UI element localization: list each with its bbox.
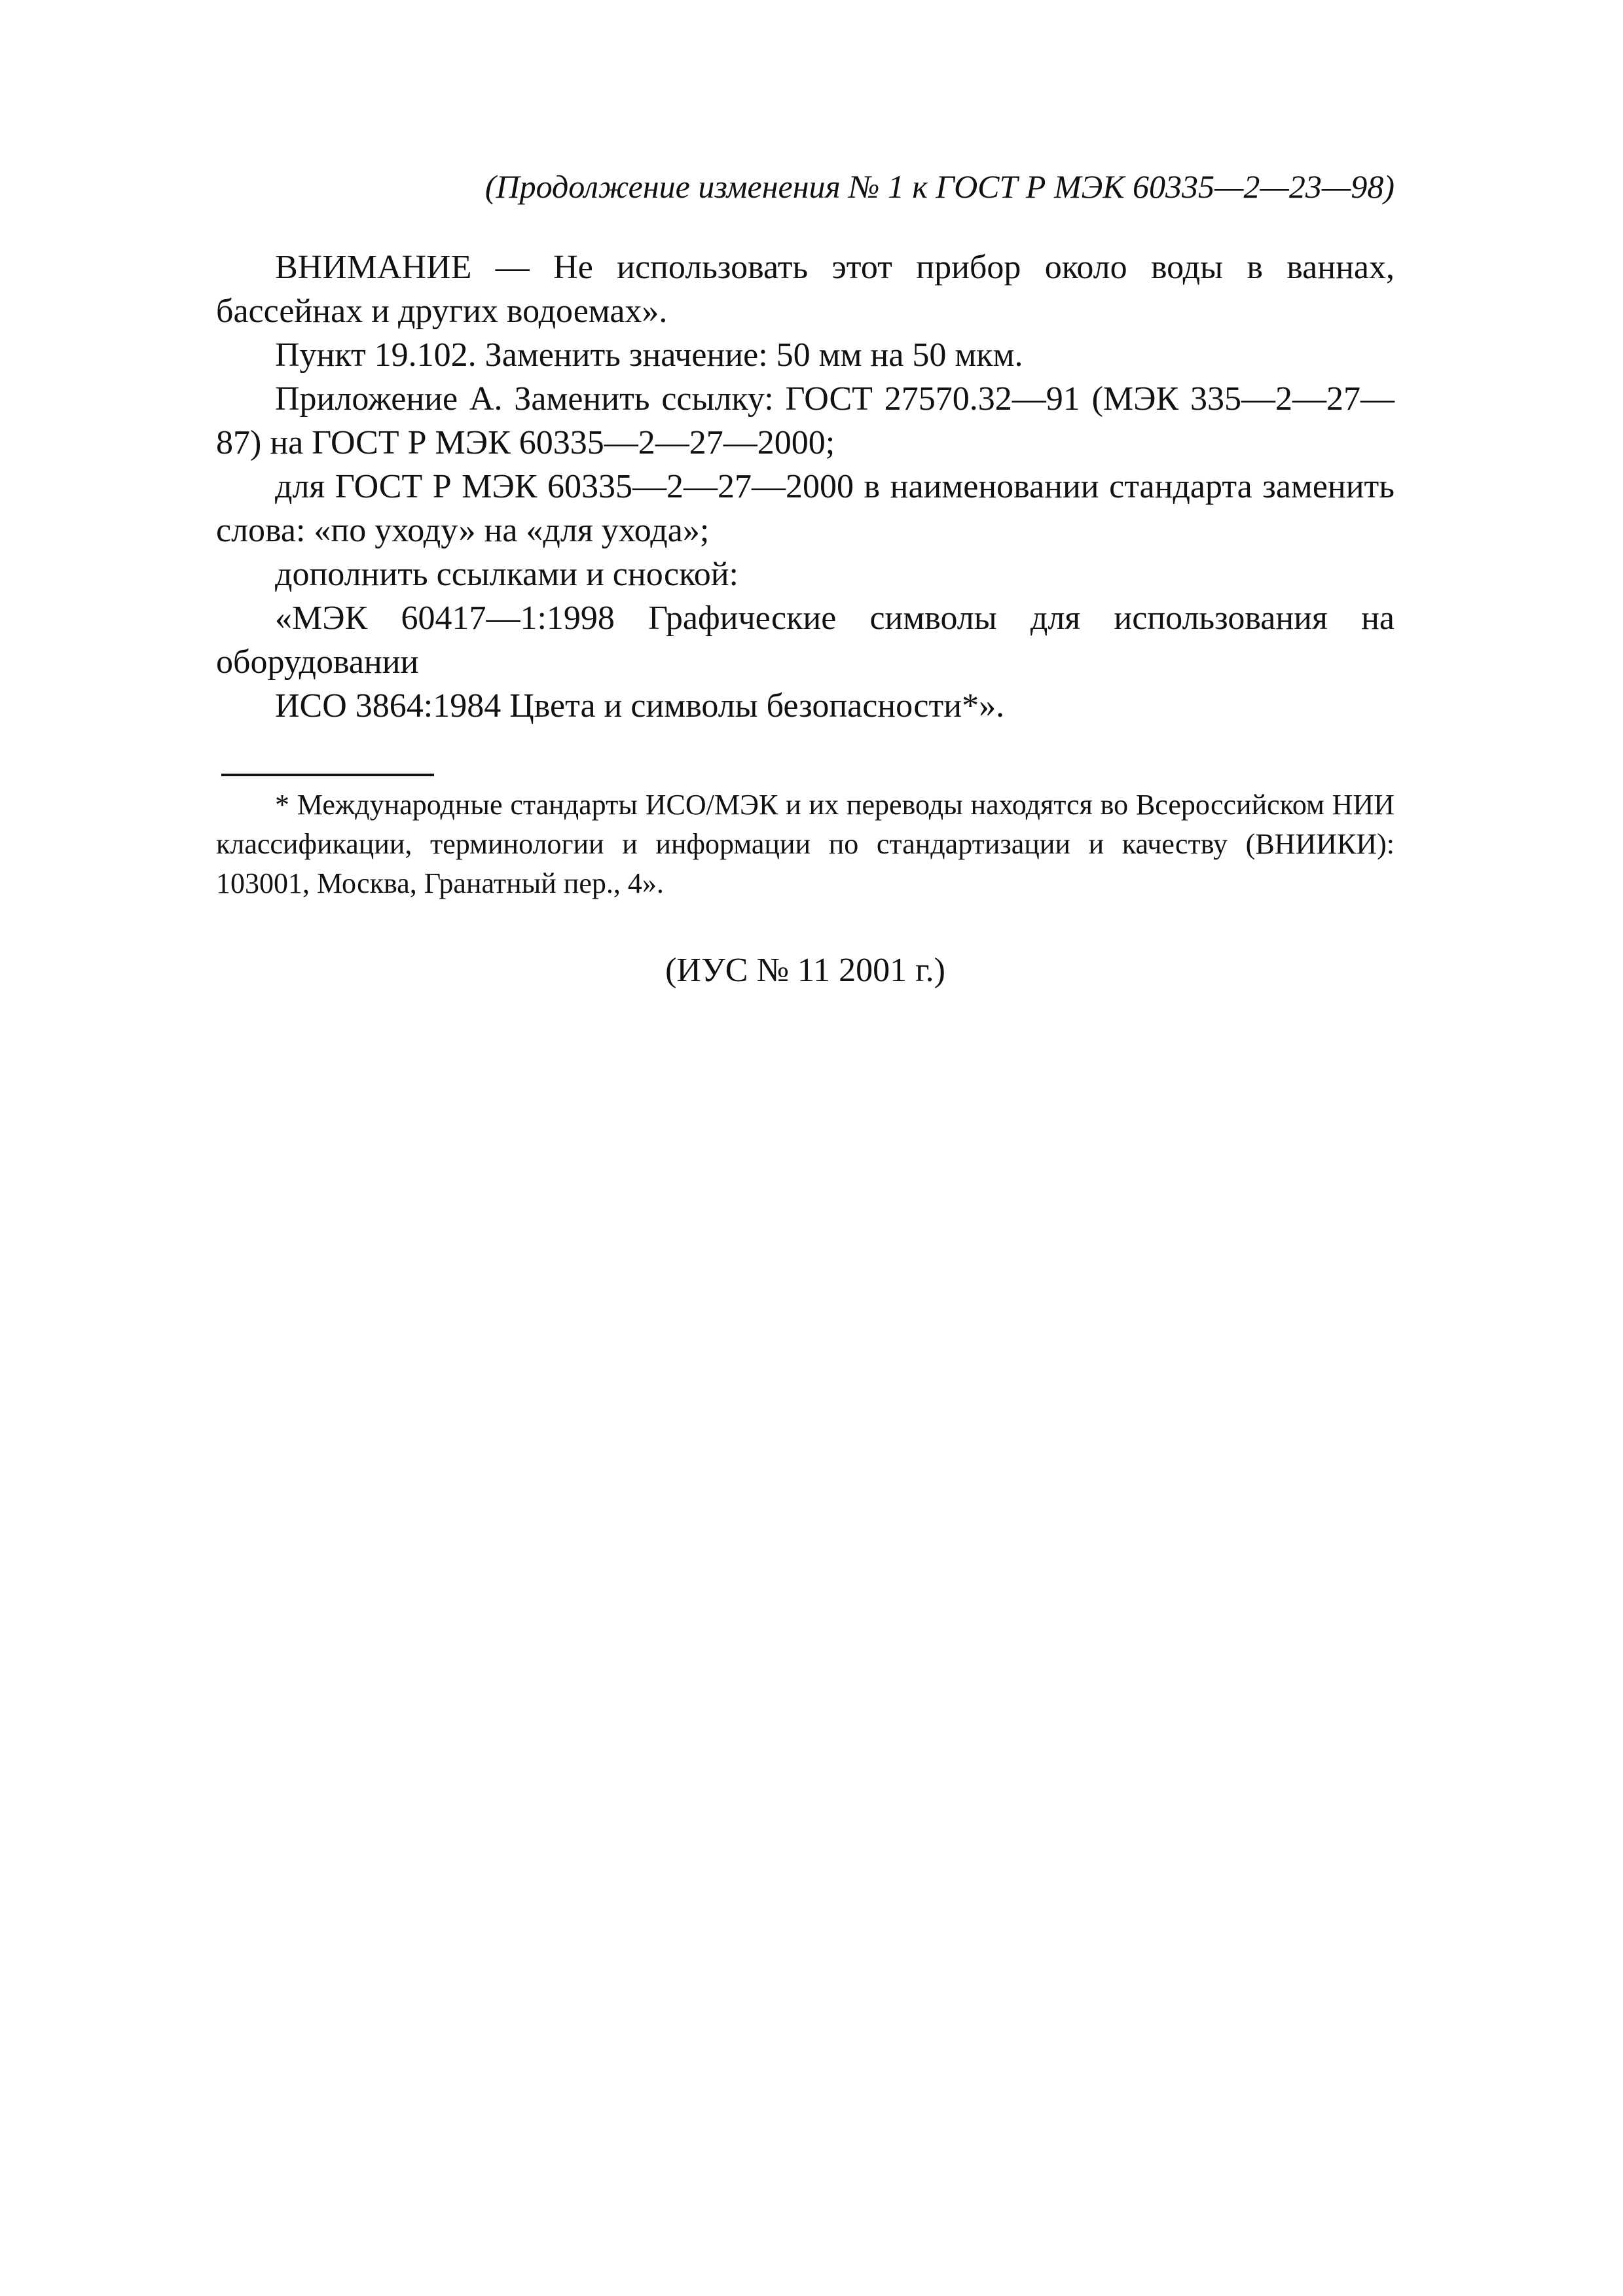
paragraph-standard-title-change: для ГОСТ Р МЭК 60335—2—27—2000 в наименовании стандарта заменить слова: «по уходу» на «для ухода»; — [216, 468, 1395, 549]
page-header: (Продолжение изменения № 1 к ГОСТ Р МЭК 60335—2—23—98) — [484, 168, 1395, 205]
paragraph-warning: ВНИМАНИЕ — Не использовать этот прибор около воды в ваннах, бассейнах и других водоемах». — [216, 249, 1395, 330]
footnote — [216, 785, 1395, 903]
paragraph-item-19-102: Пункт 19.102. Заменить значение: 50 мм на 50 мкм. — [275, 336, 1023, 374]
paragraph-reference-iso-3864: ИСО 3864:1984 Цвета и символы безопасности*». — [275, 687, 1005, 725]
ius-reference: (ИУС № 11 2001 г.) — [665, 952, 945, 989]
footnote-divider — [221, 774, 434, 776]
footnote-text: * Международные стандарты ИСО/МЭК и их переводы находятся во Всероссийском НИИ классификации, терминологии и информации по стандартизации и качеству (ВНИИКИ): 103001, Москва, Гранатный пер., 4». — [216, 789, 1395, 899]
paragraph-reference-iec-60417: «МЭК 60417—1:1998 Графические символы для использования на оборудовании — [216, 600, 1395, 681]
paragraph-appendix-a: Приложение А. Заменить ссылку: ГОСТ 27570.32—91 (МЭК 335—2—27—87) на ГОСТ Р МЭК 60335—2—27—2000; — [216, 380, 1395, 461]
amendment-body — [216, 245, 1395, 728]
paragraph-add-references: дополнить ссылками и сноской: — [275, 556, 739, 593]
